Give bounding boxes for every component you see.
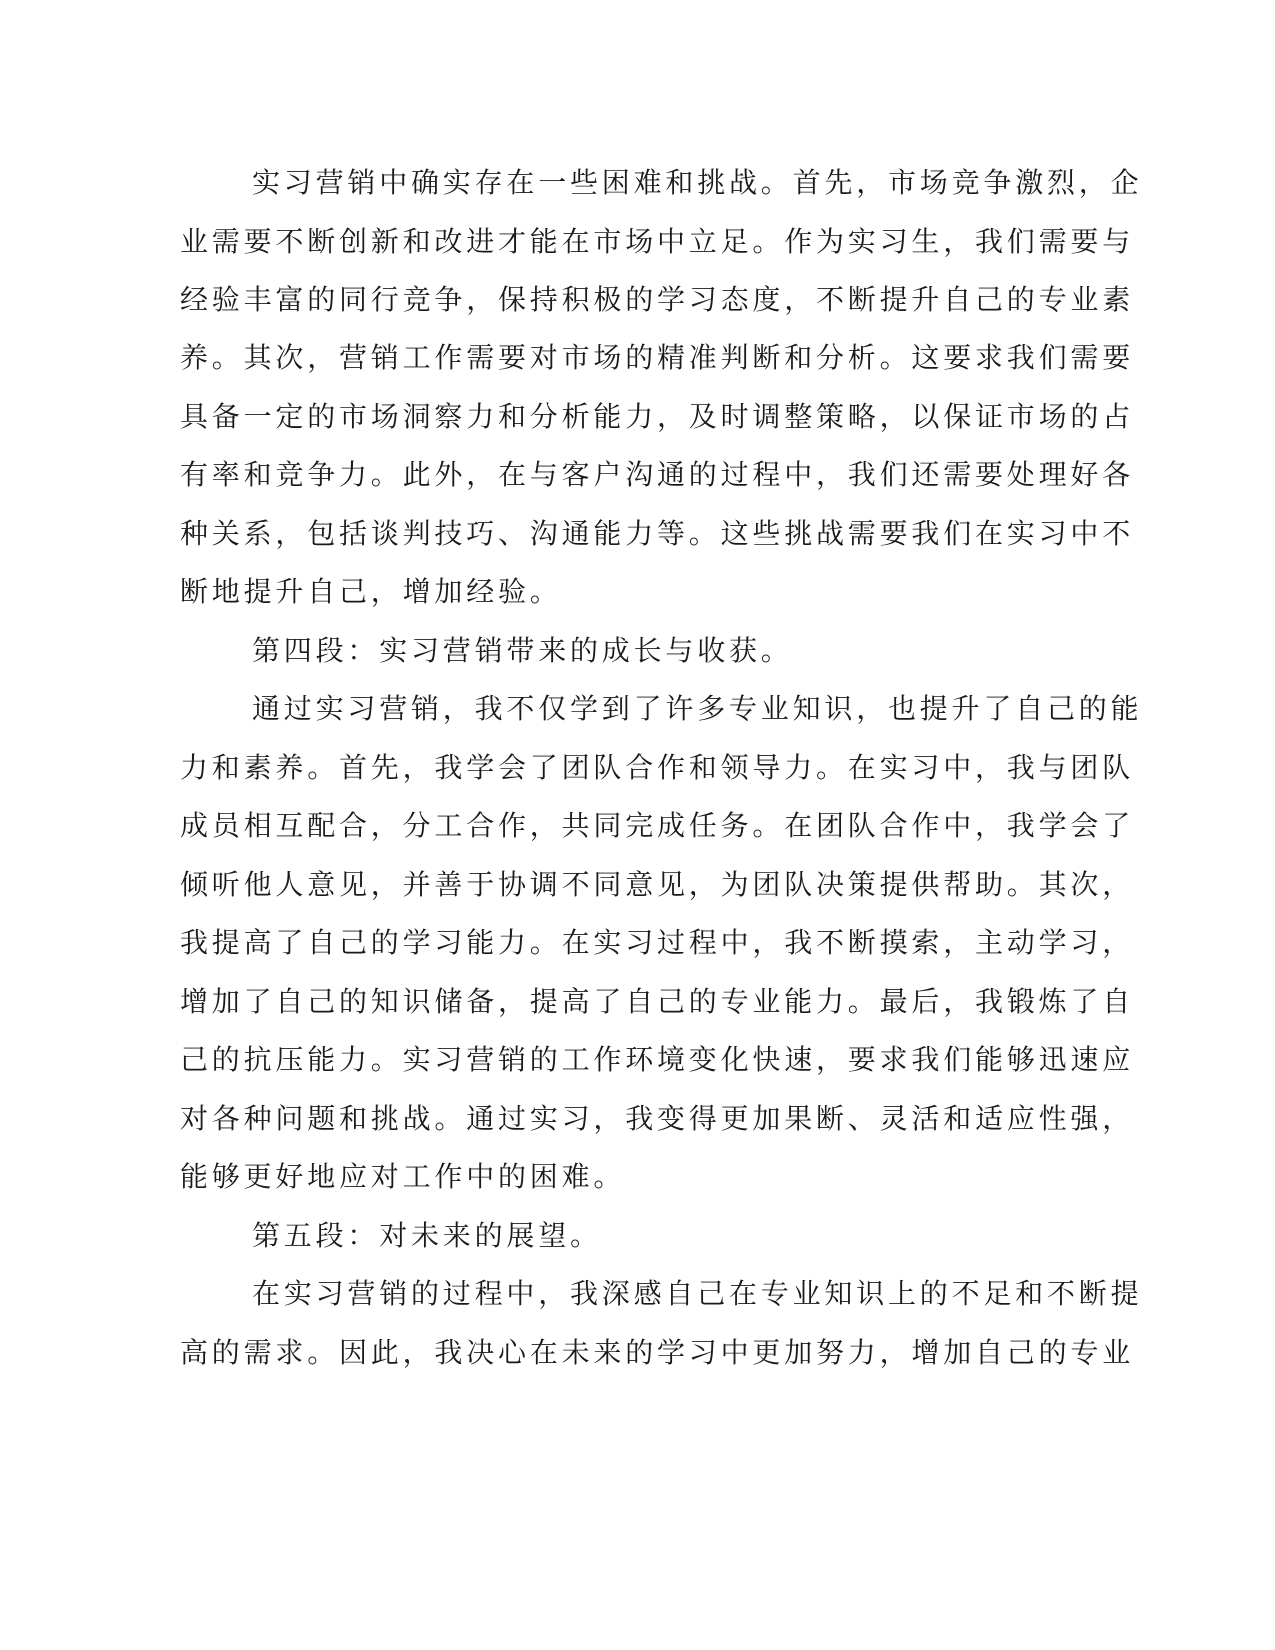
text-line: 己的抗压能力。实习营销的工作环境变化快速，要求我们能够迅速应 [180, 1043, 1135, 1076]
text-line: 成员相互配合，分工合作，共同完成任务。在团队合作中，我学会了 [180, 809, 1135, 842]
text-line: 能够更好地应对工作中的困难。 [180, 1160, 626, 1193]
text-line: 通过实习营销，我不仅学到了许多专业知识，也提升了自己的能 [252, 692, 1143, 725]
text-line: 具备一定的市场洞察力和分析能力，及时调整策略，以保证市场的占 [180, 400, 1135, 433]
text-line: 倾听他人意见，并善于协调不同意见，为团队决策提供帮助。其次， [180, 868, 1135, 901]
text-line: 我提高了自己的学习能力。在实习过程中，我不断摸索，主动学习， [180, 926, 1135, 959]
text-line: 对各种问题和挑战。通过实习，我变得更加果断、灵活和适应性强， [180, 1102, 1135, 1135]
text-line: 有率和竞争力。此外，在与客户沟通的过程中，我们还需要处理好各 [180, 458, 1135, 491]
text-line: 断地提升自己，增加经验。 [180, 575, 562, 608]
text-line: 高的需求。因此，我决心在未来的学习中更加努力，增加自己的专业 [180, 1336, 1135, 1369]
text-line: 增加了自己的知识储备，提高了自己的专业能力。最后，我锻炼了自 [180, 985, 1135, 1018]
text-line: 养。其次，营销工作需要对市场的精准判断和分析。这要求我们需要 [180, 341, 1135, 374]
text-line: 力和素养。首先，我学会了团队合作和领导力。在实习中，我与团队 [180, 751, 1135, 784]
text-line: 在实习营销的过程中，我深感自己在专业知识上的不足和不断提 [252, 1277, 1143, 1310]
text-line: 实习营销中确实存在一些困难和挑战。首先，市场竞争激烈，企 [252, 166, 1143, 199]
text-line: 经验丰富的同行竞争，保持积极的学习态度，不断提升自己的专业素 [180, 283, 1135, 316]
text-line: 业需要不断创新和改进才能在市场中立足。作为实习生，我们需要与 [180, 225, 1135, 258]
text-line: 种关系，包括谈判技巧、沟通能力等。这些挑战需要我们在实习中不 [180, 517, 1135, 550]
section-heading: 第四段：实习营销带来的成长与收获。 [252, 634, 793, 667]
section-heading: 第五段：对未来的展望。 [252, 1219, 602, 1252]
